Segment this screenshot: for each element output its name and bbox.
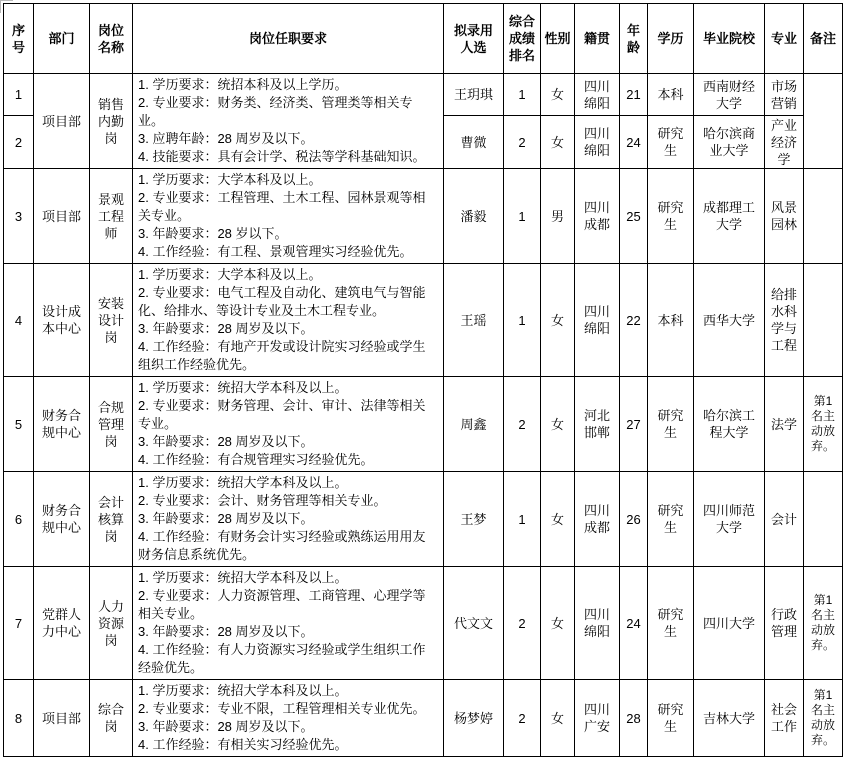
cell-school: 四川师范大学 <box>694 472 765 567</box>
cell-serial: 1 <box>4 74 34 116</box>
cell-serial: 2 <box>4 116 34 169</box>
cell-gender: 女 <box>541 567 575 680</box>
table-row <box>4 74 843 116</box>
requirement-line: 1. 学历要求：统招大学本科及以上。 <box>138 475 348 490</box>
cell-post: 综合岗 <box>90 680 133 757</box>
cell-school: 哈尔滨商业大学 <box>694 116 765 169</box>
cell-note <box>804 264 843 377</box>
table-row <box>4 680 843 757</box>
column-header-age: 年龄 <box>620 4 648 74</box>
table-row <box>4 567 843 680</box>
cell-major: 给排水科学与工程 <box>765 264 804 377</box>
cell-major: 会计 <box>765 472 804 567</box>
cell-school: 四川大学 <box>694 567 765 680</box>
cell-gender: 女 <box>541 74 575 116</box>
requirement-line: 2. 专业要求：财务管理、会计、审计、法律等相关专业。 <box>138 398 426 431</box>
requirement-line: 2. 专业要求：人力资源管理、工商管理、心理学等相关专业。 <box>138 588 426 621</box>
cell-major: 行政管理 <box>765 567 804 680</box>
header-row <box>4 4 843 74</box>
requirement-line: 2. 专业要求：工程管理、土木工程、园林景观等相关专业。 <box>138 190 426 223</box>
column-header-degree: 学历 <box>648 4 694 74</box>
requirement-line: 3. 年龄要求：28 周岁及以下。 <box>138 511 314 526</box>
requirement-line: 3. 年龄要求：28 岁以下。 <box>138 226 288 241</box>
cell-gender: 女 <box>541 377 575 472</box>
column-header-school: 毕业院校 <box>694 4 765 74</box>
column-header-post: 岗位名称 <box>90 4 133 74</box>
requirement-line: 2. 专业要求：电气工程及自动化、建筑电气与智能化、给排水、等设计专业及土木工程专业。 <box>138 285 426 318</box>
cell-rank: 2 <box>504 680 541 757</box>
cell-degree: 本科 <box>648 74 694 116</box>
cell-rank: 1 <box>504 74 541 116</box>
cell-degree: 研究生 <box>648 680 694 757</box>
cell-school: 吉林大学 <box>694 680 765 757</box>
cell-degree: 研究生 <box>648 472 694 567</box>
requirement-line: 4. 工作经验：有工程、景观管理实习经验优先。 <box>138 244 413 259</box>
cell-note: 第1名主动放弃。 <box>804 680 843 757</box>
requirement-line: 3. 年龄要求：28 周岁及以下。 <box>138 719 314 734</box>
requirement-line: 3. 年龄要求：28 周岁及以下。 <box>138 321 314 336</box>
requirement-line: 3. 应聘年龄：28 周岁及以下。 <box>138 131 314 146</box>
cell-gender: 女 <box>541 116 575 169</box>
cell-origin: 四川绵阳 <box>575 116 620 169</box>
requirement-line: 4. 工作经验：有相关实习经验优先。 <box>138 737 348 752</box>
cell-requirements <box>133 472 444 567</box>
cell-school: 西华大学 <box>694 264 765 377</box>
requirement-line: 3. 年龄要求：28 周岁及以下。 <box>138 434 314 449</box>
cell-note <box>804 74 843 169</box>
cell-department: 设计成本中心 <box>34 264 90 377</box>
cell-origin: 四川成都 <box>575 169 620 264</box>
cell-department: 项目部 <box>34 680 90 757</box>
requirement-line: 4. 工作经验：有财务会计实习经验或熟练运用用友财务信息系统优先。 <box>138 529 426 562</box>
column-header-rank: 综合成绩排名 <box>504 4 541 74</box>
cell-age: 22 <box>620 264 648 377</box>
cell-rank: 1 <box>504 472 541 567</box>
cell-post: 会计核算岗 <box>90 472 133 567</box>
cell-candidate: 潘毅 <box>444 169 504 264</box>
cell-major: 社会工作 <box>765 680 804 757</box>
requirement-line: 1. 学历要求：统招大学本科及以上。 <box>138 380 348 395</box>
cell-requirements <box>133 377 444 472</box>
cell-age: 24 <box>620 567 648 680</box>
cell-major: 法学 <box>765 377 804 472</box>
cell-candidate: 代文文 <box>444 567 504 680</box>
cell-degree: 研究生 <box>648 116 694 169</box>
requirement-line: 1. 学历要求：大学本科及以上。 <box>138 172 322 187</box>
cell-candidate: 王玥琪 <box>444 74 504 116</box>
cell-candidate: 杨梦婷 <box>444 680 504 757</box>
cell-department: 项目部 <box>34 74 90 169</box>
cell-candidate: 王瑶 <box>444 264 504 377</box>
cell-post: 合规管理岗 <box>90 377 133 472</box>
table-row <box>4 472 843 567</box>
cell-post: 销售内勤岗 <box>90 74 133 169</box>
requirement-line: 3. 年龄要求：28 周岁及以下。 <box>138 624 314 639</box>
cell-degree: 本科 <box>648 264 694 377</box>
column-header-note: 备注 <box>804 4 843 74</box>
requirement-line: 1. 学历要求：统招大学本科及以上。 <box>138 683 348 698</box>
cell-major: 产业经济学 <box>765 116 804 169</box>
cell-degree: 研究生 <box>648 169 694 264</box>
cell-serial: 5 <box>4 377 34 472</box>
requirement-line: 4. 技能要求：具有会计学、税法等学科基础知识。 <box>138 149 426 164</box>
cell-note <box>804 169 843 264</box>
cell-department: 项目部 <box>34 169 90 264</box>
cell-school: 西南财经大学 <box>694 74 765 116</box>
table-row <box>4 169 843 264</box>
cell-gender: 男 <box>541 169 575 264</box>
column-header-gender: 性别 <box>541 4 575 74</box>
cell-age: 28 <box>620 680 648 757</box>
column-header-origin: 籍贯 <box>575 4 620 74</box>
cell-age: 27 <box>620 377 648 472</box>
cell-requirements <box>133 567 444 680</box>
column-header-serial: 序号 <box>4 4 34 74</box>
cell-rank: 2 <box>504 116 541 169</box>
column-header-candidate: 拟录用人选 <box>444 4 504 74</box>
cell-major: 市场营销 <box>765 74 804 116</box>
cell-age: 25 <box>620 169 648 264</box>
recruitment-table <box>3 3 843 757</box>
requirement-line: 4. 工作经验：有人力资源实习经验或学生组织工作经验优先。 <box>138 642 426 675</box>
cell-origin: 四川绵阳 <box>575 264 620 377</box>
column-header-department: 部门 <box>34 4 90 74</box>
cell-requirements <box>133 169 444 264</box>
cell-serial: 3 <box>4 169 34 264</box>
column-header-major: 专业 <box>765 4 804 74</box>
cell-gender: 女 <box>541 472 575 567</box>
cell-post: 安装设计岗 <box>90 264 133 377</box>
requirement-line: 2. 专业要求：财务类、经济类、管理类等相关专业。 <box>138 95 413 128</box>
cell-requirements <box>133 680 444 757</box>
cell-department: 财务合规中心 <box>34 472 90 567</box>
cell-note: 第1名主动放弃。 <box>804 377 843 472</box>
cell-requirements <box>133 74 444 169</box>
cell-school: 成都理工大学 <box>694 169 765 264</box>
cell-major: 风景园林 <box>765 169 804 264</box>
cell-origin: 河北邯郸 <box>575 377 620 472</box>
cell-candidate: 王梦 <box>444 472 504 567</box>
cell-rank: 2 <box>504 567 541 680</box>
cell-requirements <box>133 264 444 377</box>
cell-post: 人力资源岗 <box>90 567 133 680</box>
cell-age: 21 <box>620 74 648 116</box>
cell-school: 哈尔滨工程大学 <box>694 377 765 472</box>
column-header-requirements: 岗位任职要求 <box>133 4 444 74</box>
requirement-line: 1. 学历要求：大学本科及以上。 <box>138 267 322 282</box>
cell-gender: 女 <box>541 680 575 757</box>
cell-department: 财务合规中心 <box>34 377 90 472</box>
cell-age: 24 <box>620 116 648 169</box>
table-row <box>4 377 843 472</box>
cell-department: 党群人力中心 <box>34 567 90 680</box>
cell-note <box>804 472 843 567</box>
requirement-line: 2. 专业要求：会计、财务管理等相关专业。 <box>138 493 387 508</box>
requirement-line: 1. 学历要求：统招大学本科及以上。 <box>138 570 348 585</box>
cell-candidate: 曹微 <box>444 116 504 169</box>
cell-serial: 7 <box>4 567 34 680</box>
requirement-line: 1. 学历要求：统招本科及以上学历。 <box>138 77 348 92</box>
cell-degree: 研究生 <box>648 567 694 680</box>
cell-origin: 四川成都 <box>575 472 620 567</box>
cell-origin: 四川广安 <box>575 680 620 757</box>
cell-candidate: 周鑫 <box>444 377 504 472</box>
cell-age: 26 <box>620 472 648 567</box>
cell-origin: 四川绵阳 <box>575 567 620 680</box>
requirement-line: 4. 工作经验：有地产开发或设计院实习经验或学生组织工作经验优先。 <box>138 339 426 372</box>
cell-rank: 1 <box>504 169 541 264</box>
cell-origin: 四川绵阳 <box>575 74 620 116</box>
cell-note: 第1名主动放弃。 <box>804 567 843 680</box>
cell-rank: 2 <box>504 377 541 472</box>
cell-serial: 4 <box>4 264 34 377</box>
table-row <box>4 264 843 377</box>
cell-post: 景观工程师 <box>90 169 133 264</box>
requirement-line: 4. 工作经验：有合规管理实习经验优先。 <box>138 452 374 467</box>
cell-degree: 研究生 <box>648 377 694 472</box>
cell-serial: 8 <box>4 680 34 757</box>
cell-gender: 女 <box>541 264 575 377</box>
requirement-line: 2. 专业要求：专业不限，工程管理相关专业优先。 <box>138 701 426 716</box>
cell-serial: 6 <box>4 472 34 567</box>
cell-rank: 1 <box>504 264 541 377</box>
